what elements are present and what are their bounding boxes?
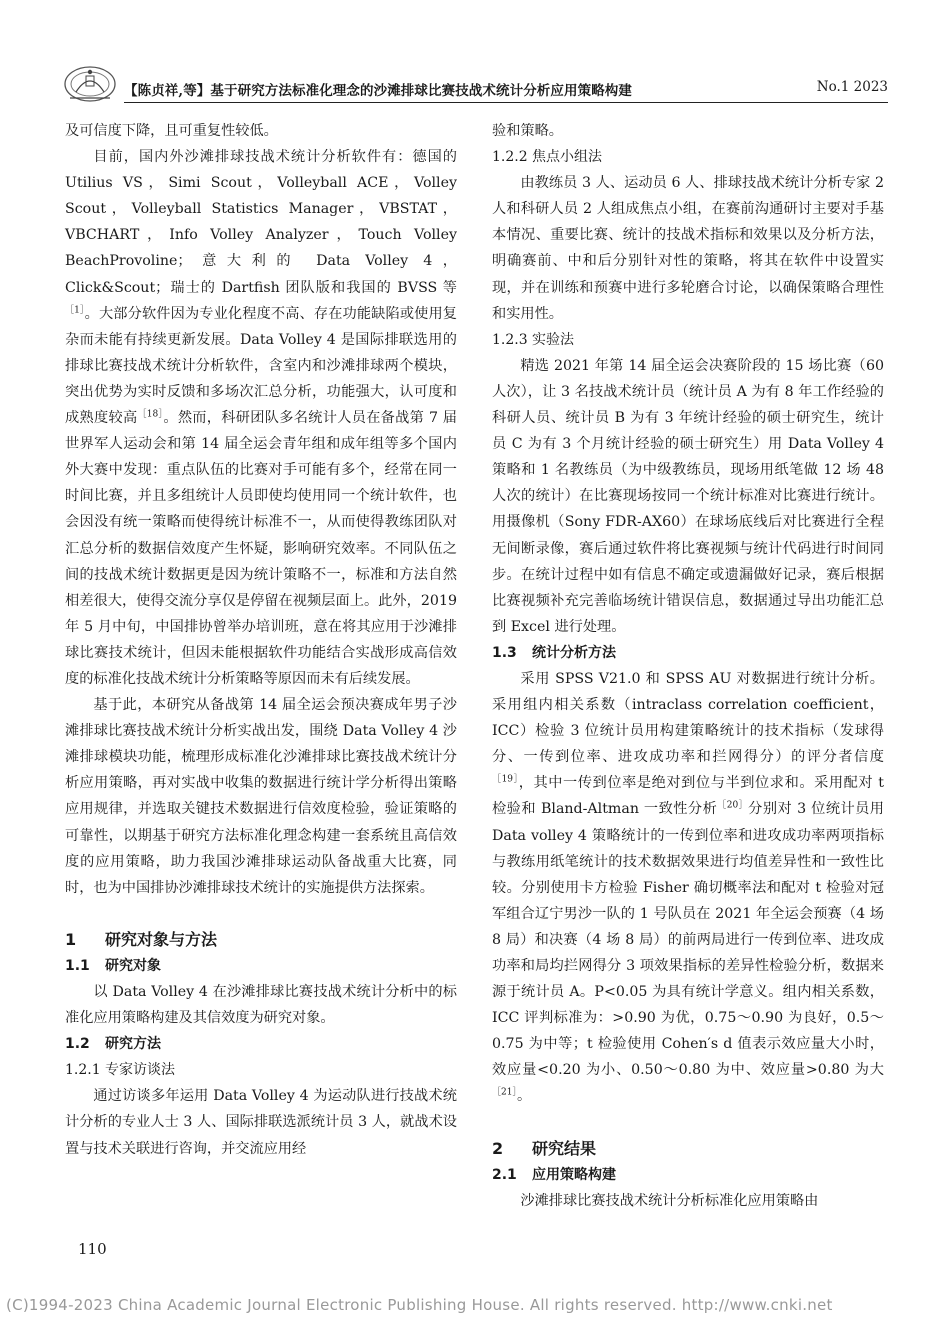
section-number: 2.1 bbox=[492, 1166, 517, 1183]
left-column bbox=[65, 118, 457, 1162]
subsubsection-heading bbox=[65, 1057, 457, 1083]
section-title: 研究方法 bbox=[105, 1036, 161, 1053]
section-title: 研究结果 bbox=[532, 1138, 597, 1158]
page-number: 110 bbox=[78, 1240, 107, 1258]
section-title: 实验法 bbox=[532, 331, 574, 348]
subsection-heading bbox=[65, 953, 457, 979]
header-issue: No.1 2023 bbox=[816, 79, 888, 95]
section-number: 2 bbox=[492, 1138, 504, 1158]
text-run: 目前，国内外沙滩排球技战术统计分析软件有：德国的 Utilius VS，Simi Scout，Volleyball ACE，Volley Scout，Volleyball Statistics Manager，VBSTAT，VBCHART，Info Volley Analyzer，Touch Volley BeachProvoline；意大利的 Data Volley 4，Click&Scout；瑞士的 Dartfish 团队版和我国的 BVSS 等 bbox=[65, 149, 457, 296]
section-title: 统计分析方法 bbox=[532, 644, 616, 661]
copyright-footer: (C)1994-2023 China Academic Journal Electronic Publishing House. All rights reserved. http://www.cnki.net bbox=[6, 1296, 833, 1314]
body-paragraph: 通过访谈多年运用 Data Volley 4 为运动队进行技战术统计分析的专业人士 3 人、国际排联选派统计员 3 人，就战术设置与技术关联进行咨询，并交流应用经 bbox=[65, 1088, 457, 1157]
section-heading bbox=[492, 1136, 884, 1162]
body-paragraph: 验和策略。 bbox=[492, 123, 563, 139]
section-number: 1.2 bbox=[65, 1036, 90, 1053]
text-run: 。 bbox=[516, 1088, 532, 1105]
body-paragraph bbox=[492, 666, 884, 1110]
text-run: 采用 SPSS V21.0 和 SPSS AU 对数据进行统计分析。采用组内相关系数（intraclass correlation coefficient，ICC）检验 3 位统计员用构建策略统计的技术指标（发球得分、一传到位率、进攻成功率和拦网得分）的评分者信度 bbox=[492, 670, 884, 766]
section-number: 1.3 bbox=[492, 644, 517, 661]
section-title: 研究对象 bbox=[105, 957, 161, 974]
body-paragraph: 以 Data Volley 4 在沙滩排球比赛技战术统计分析中的标准化应用策略构建及其信效度为研究对象。 bbox=[65, 984, 457, 1027]
text-run: 分别对 3 位统计员用 Data volley 4 策略统计的一传到位率和进攻成功率两项指标与教练用纸笔统计的技术数据效果进行均值差异性和一致性比较。分别使用卡方检验 Fisher 确切概率法和配对 t 检验对冠军组合辽宁男沙一队的 1 号队员在 2021 年全运会预赛（4 场 8 局）和决赛（4 场 8 局）的前两局进行一传到位率、进攻成功率和局均拦网得分 3 项效果指标的差异性检验分析，数据来源于统计员 A。P<0.05 为具有统计学意义。组内相关系数，ICC 评判标准为：>0.90 为优，0.75～0.90 为良好，0.5～0.75 为中等；t 检验使用 Cohen′s d 值表示效应量大小时，效应量<0.20 为小、0.50～0.80 为中、效应量>0.80 为大 bbox=[492, 801, 884, 1079]
body-paragraph bbox=[65, 144, 457, 692]
text-run: ，其中一传到位率是绝对到位与半到位求和。采用配对 t 检验和 Bland-Altman 一致性分析 bbox=[492, 775, 884, 818]
citation-ref: ［20］ bbox=[717, 800, 749, 811]
body-paragraph: 沙滩排球比赛技战术统计分析标准化应用策略由 bbox=[520, 1192, 819, 1209]
subsection-heading bbox=[492, 640, 884, 666]
header-article-title: 【陈贞祥,等】基于研究方法标准化理念的沙滩排球比赛技战术统计分析应用策略构建 bbox=[124, 83, 632, 99]
right-column bbox=[492, 118, 884, 1214]
body-paragraph: 及可信度下降，且可重复性较低。 bbox=[65, 123, 278, 139]
section-number: 1.1 bbox=[65, 957, 90, 974]
body-paragraph: 精选 2021 年第 14 届全运会决赛阶段的 15 场比赛（60 人次），让 3 名技战术统计员（统计员 A 为有 8 年工作经验的科研人员、统计员 B 为有 3 年统计经验的硕士研究生，统计员 C 为有 3 个月统计经验的硕士研究生）用 Data Volley 4 策略和 1 名教练员（为中级教练员，现场用纸笔做 12 场 48 人次的统计）在比赛现场按同一个统计标准对比赛进行统计。用摄像机（Sony FDR-AX60）在球场底线后对比赛进行全程无间断录像，赛后通过软件将比赛视频与统计代码进行时间同步。在统计过程中如有信息不确定或遗漏做好记录，赛后根据比赛视频补充完善临场统计错误信息，数据通过导出功能汇总到 Excel 进行处理。 bbox=[492, 357, 884, 635]
section-title: 研究对象与方法 bbox=[105, 929, 218, 949]
body-paragraph: 基于此，本研究从备战第 14 届全运会预决赛成年男子沙滩排球比赛技战术统计分析实战出发，围绕 Data Volley 4 沙滩排球模块功能，梳理形成标准化沙滩排球比赛技战术统计分析应用策略，再对实战中收集的数据进行统计学分析得出策略应用规律，并选取关键技术数据进行信效度检验，验证策略的可靠性，以期基于研究方法标准化理念构建一套系统且高信效度的应用策略，助力我国沙滩排球运动队备战重大比赛，同时，也为中国排协沙滩排球技术统计的实施提供方法探索。 bbox=[65, 697, 457, 896]
section-number: 1.2.2 bbox=[492, 149, 528, 166]
spacer bbox=[492, 1110, 884, 1136]
section-heading bbox=[65, 927, 457, 953]
subsection-heading bbox=[492, 1162, 884, 1188]
body-paragraph: 由教练员 3 人、运动员 6 人、排球技战术统计分析专家 2 人和科研人员 2 人组成焦点小组，在赛前沟通研讨主要对手基本情况、重要比赛、统计的技战术指标和效果以及分析方法，明确赛前、中和后分别针对性的策略，将其在软件中设置实现，并在训练和预赛中进行多轮磨合讨论，以确保策略合理性和实用性。 bbox=[492, 175, 884, 322]
subsubsection-heading bbox=[492, 327, 884, 353]
running-header bbox=[62, 62, 888, 106]
citation-ref: ［1］ bbox=[65, 304, 85, 315]
section-number: 1.2.1 bbox=[65, 1062, 101, 1079]
header-rule bbox=[124, 102, 888, 103]
text-run: 。然而，科研团队多名统计人员在备战第 7 届世界军人运动会和第 14 届全运会青年组和成年组等多个国内外大赛中发现：重点队伍的比赛对手可能有多个，经常在同一时间比赛，并且多组统计人员即使均使用同一个统计软件，也会因没有统一策略而使得统计标准不一，从而使得教练团队对汇总分析的数据信效度产生怀疑，影响研究效率。不同队伍之间的技战术统计数据更是因为统计策略不一，标准和方法自然相差很大，使得交流分享仅是停留在视频层面上。此外，2019 年 5 月中旬，中国排协曾举办培训班，意在将其应用于沙滩排球比赛技术统计，但因未能根据软件功能结合实战形成高信效度的标准化技战术统计分析策略等原因而未有后续发展。 bbox=[65, 410, 457, 687]
section-number: 1.2.3 bbox=[492, 331, 528, 348]
spacer bbox=[65, 901, 457, 927]
journal-logo-icon bbox=[62, 62, 118, 104]
citation-ref: ［19］ bbox=[492, 774, 519, 785]
citation-ref: ［18］ bbox=[137, 409, 164, 420]
subsubsection-heading bbox=[492, 144, 884, 170]
subsection-heading bbox=[65, 1031, 457, 1057]
section-number: 1 bbox=[65, 929, 77, 949]
section-title: 焦点小组法 bbox=[532, 149, 602, 166]
citation-ref: ［21］ bbox=[492, 1087, 517, 1098]
section-title: 专家访谈法 bbox=[105, 1062, 175, 1079]
section-title: 应用策略构建 bbox=[532, 1166, 616, 1183]
text-run: 。大部分软件因为专业化程度不高、存在功能缺陷或使用复杂而未能有持续更新发展。Data Volley 4 是国际排联选用的排球比赛技战术统计分析软件，含室内和沙滩排球两个模块，突出优势为实时反馈和多场次汇总分析，功能强大，认可度和成熟度较高 bbox=[65, 305, 457, 427]
